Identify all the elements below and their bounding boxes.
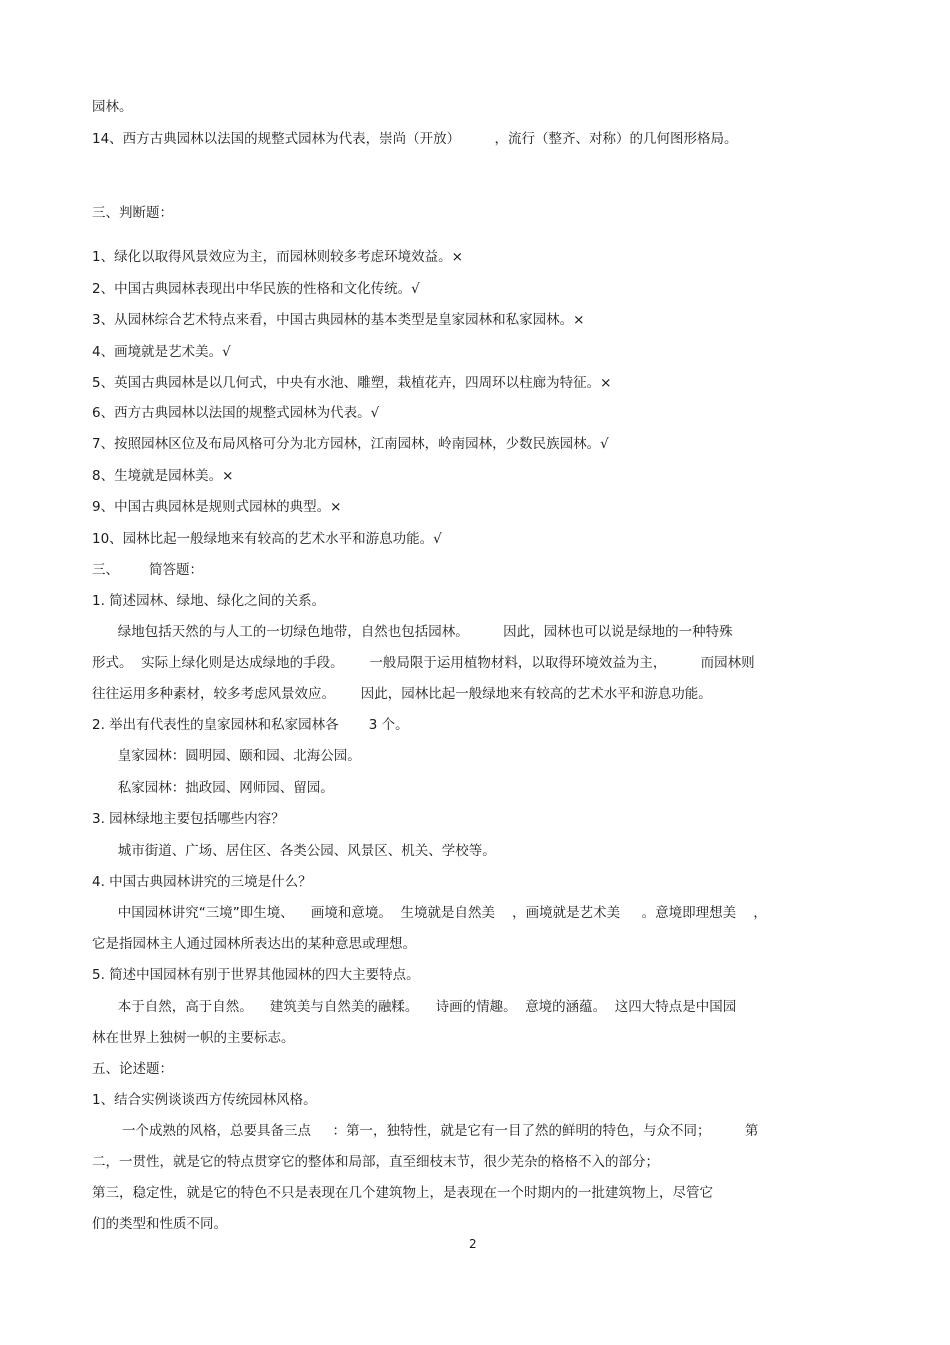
text-line: 10、园林比起一般绿地来有较高的艺术水平和游息功能。√ [92,531,442,547]
answer-line: 们的类型和性质不同。 [92,1216,227,1232]
text-line: 8、生境就是园林美。× [92,468,234,484]
question-line: 5. 简述中国园林有别于世界其他园林的四大主要特点。 [92,967,420,983]
answer-line: 皇家园林：圆明园、颐和园、北海公园。 [92,748,361,764]
section-heading: 三、 简答题： [92,562,204,578]
answer-line: 绿地包括天然的与人工的一切绿色地带，自然也包括园林。 因此，园林也可以说是绿地的一种特殊 [92,624,733,640]
text-line: 7、按照园林区位及布局风格可分为北方园林，江南园林，岭南园林，少数民族园林。√ [92,436,609,452]
answer-line: 私家园林：拙政园、网师园、留园。 [92,780,334,796]
answer-line: 林在世界上独树一帜的主要标志。 [92,1030,295,1046]
text-line: 14、西方古典园林以法国的规整式园林为代表，崇尚（开放） ，流行（整齐、对称）的几何图形格局。 [92,131,738,147]
answer-line: 形式。 实际上绿化则是达成绿地的手段。 一般局限于运用植物材料，以取得环境效益为主， 而园林则 [92,655,755,671]
question-line: 4. 中国古典园林讲究的三境是什么？ [92,874,312,890]
answer-line: 它是指园林主人通过园林所表达出的某种意思或理想。 [92,936,416,952]
question-line: 1. 简述园林、绿地、绿化之间的关系。 [92,593,326,609]
text-line: 3、从园林综合艺术特点来看，中国古典园林的基本类型是皇家园林和私家园林。× [92,312,585,328]
text-line: 园林。 [92,99,133,115]
question-line: 3. 园林绿地主要包括哪些内容？ [92,811,285,827]
text-line: 4、画境就是艺术美。√ [92,344,231,360]
text-line: 9、中国古典园林是规则式园林的典型。× [92,499,342,515]
page-number: 2 [469,1237,477,1251]
answer-line: 中国园林讲究“三境”即生境、 画境和意境。 生境就是自然美 ，画境就是艺术美 。意境即理想美 ， [92,905,767,921]
question-line: 1、结合实例谈谈西方传统园林风格。 [92,1092,317,1108]
text-line: 5、英国古典园林是以几何式，中央有水池、雕塑，栽植花卉，四周环以柱廊为特征。× [92,375,612,391]
text-line: 6、西方古典园林以法国的规整式园林为代表。√ [92,405,380,421]
text-line: 1、绿化以取得风景效应为主，而园林则较多考虑环境效益。× [92,249,463,265]
answer-line: 往往运用多种素材，较多考虑风景效应。 因此，园林比起一般绿地来有较高的艺术水平和游息功能。 [92,686,712,702]
section-heading: 五、论述题： [92,1061,173,1077]
answer-line: 城市街道、广场、居住区、各类公园、风景区、机关、学校等。 [92,843,496,859]
answer-line: 第三，稳定性，就是它的特色不只是表现在几个建筑物上，是表现在一个时期内的一批建筑物上，尽管它 [92,1185,713,1201]
answer-line: 本于自然，高于自然。 建筑美与自然美的融糅。 诗画的情趣。 意境的涵蕴。 这四大特点是中国园 [92,999,737,1015]
answer-line: 一个成熟的风格，总要具备三点 ：第一，独特性，就是它有一目了然的鲜明的特色，与众不同； 第 [92,1123,759,1139]
section-heading: 三、判断题： [92,205,173,221]
answer-line: 二，一贯性，就是它的特点贯穿它的整体和局部，直至细枝末节，很少芜杂的格格不入的部分； [92,1154,659,1170]
text-line: 2、中国古典园林表现出中华民族的性格和文化传统。√ [92,281,420,297]
question-line: 2. 举出有代表性的皇家园林和私家园林各 3 个。 [92,717,409,733]
